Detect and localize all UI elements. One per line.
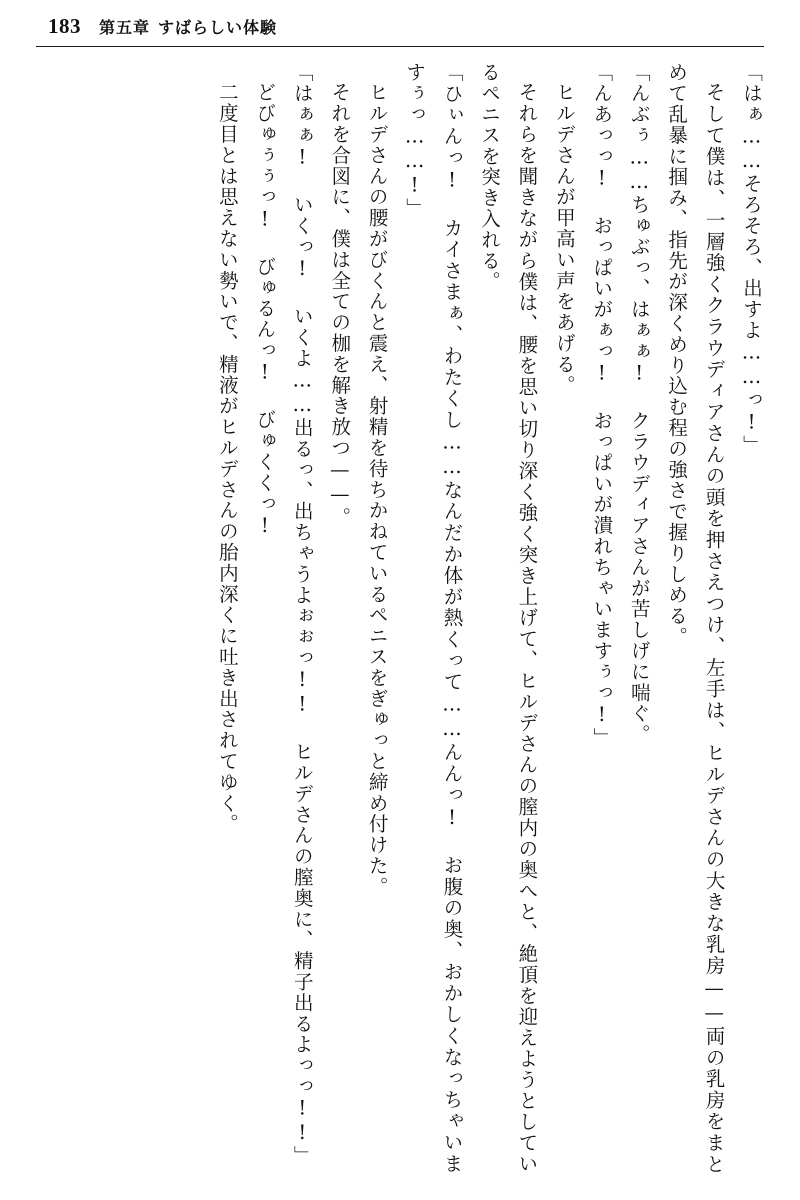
body-paragraph: そして僕は、一層強くクラウディアさんの頭を押さえつけ、左手は、ヒルデさんの大きな乳房——両の乳房をまとめて乱暴に掴み、指先が深くめり込む程の強さで握りしめる。 <box>665 62 726 1174</box>
body-paragraph: ヒルデさんが甲高い声をあげる。 <box>552 81 576 395</box>
body-paragraph: 「はぁ……そろそろ、出すよ……っ!」 <box>740 62 763 456</box>
chapter-label <box>99 15 277 38</box>
page-number: 183 <box>48 14 81 38</box>
body-paragraph: どびゅぅぅっ! びゅるんっ! びゅくくっ! <box>253 81 277 538</box>
chapter-number: 第五章 <box>99 20 151 37</box>
page-body <box>34 62 770 1174</box>
body-paragraph: 「んあっっ! おっぱいがぁっ! おっぱいが潰れちゃいますぅっ!」 <box>590 62 614 749</box>
header-divider <box>36 46 764 47</box>
body-paragraph: 「ひぃんっ! カイさまぁ、わたくし……なんだか体が熱くって……んんっ! お腹の奥、おかしくなっちゃいますぅっ……!」 <box>403 62 464 1174</box>
vertical-text-column <box>34 62 770 1174</box>
body-paragraph: それを合図に、僕は全ての枷を解き放つ——。 <box>328 81 352 528</box>
body-paragraph: 二度目とは思えない勢いで、精液がヒルデさんの胎内深くに吐き出されてゆく。 <box>215 81 239 834</box>
body-paragraph: 「んぶぅ……ちゅぶっ、はぁぁ! クラウディアさんが苦しげに喘ぐ。 <box>627 62 651 745</box>
body-paragraph: ヒルデさんの腰がびくんと震え、射精を待ちかねているペニスをぎゅっと締め付けた。 <box>365 81 389 897</box>
body-paragraph: 「はぁぁ! いくっ! いくよ……出るっ、出ちゃうよぉぉっ!! ヒルデさんの膣奥に、精子出るよっっ!!」 <box>290 62 314 1167</box>
body-paragraph: それらを聞きながら僕は、腰を思い切り深く強く突き上げて、ヒルデさんの膣内の奥へと、絶頂を迎えようとしているペニスを突き入れる。 <box>477 62 539 1174</box>
chapter-title: すばらしい体験 <box>158 20 278 37</box>
